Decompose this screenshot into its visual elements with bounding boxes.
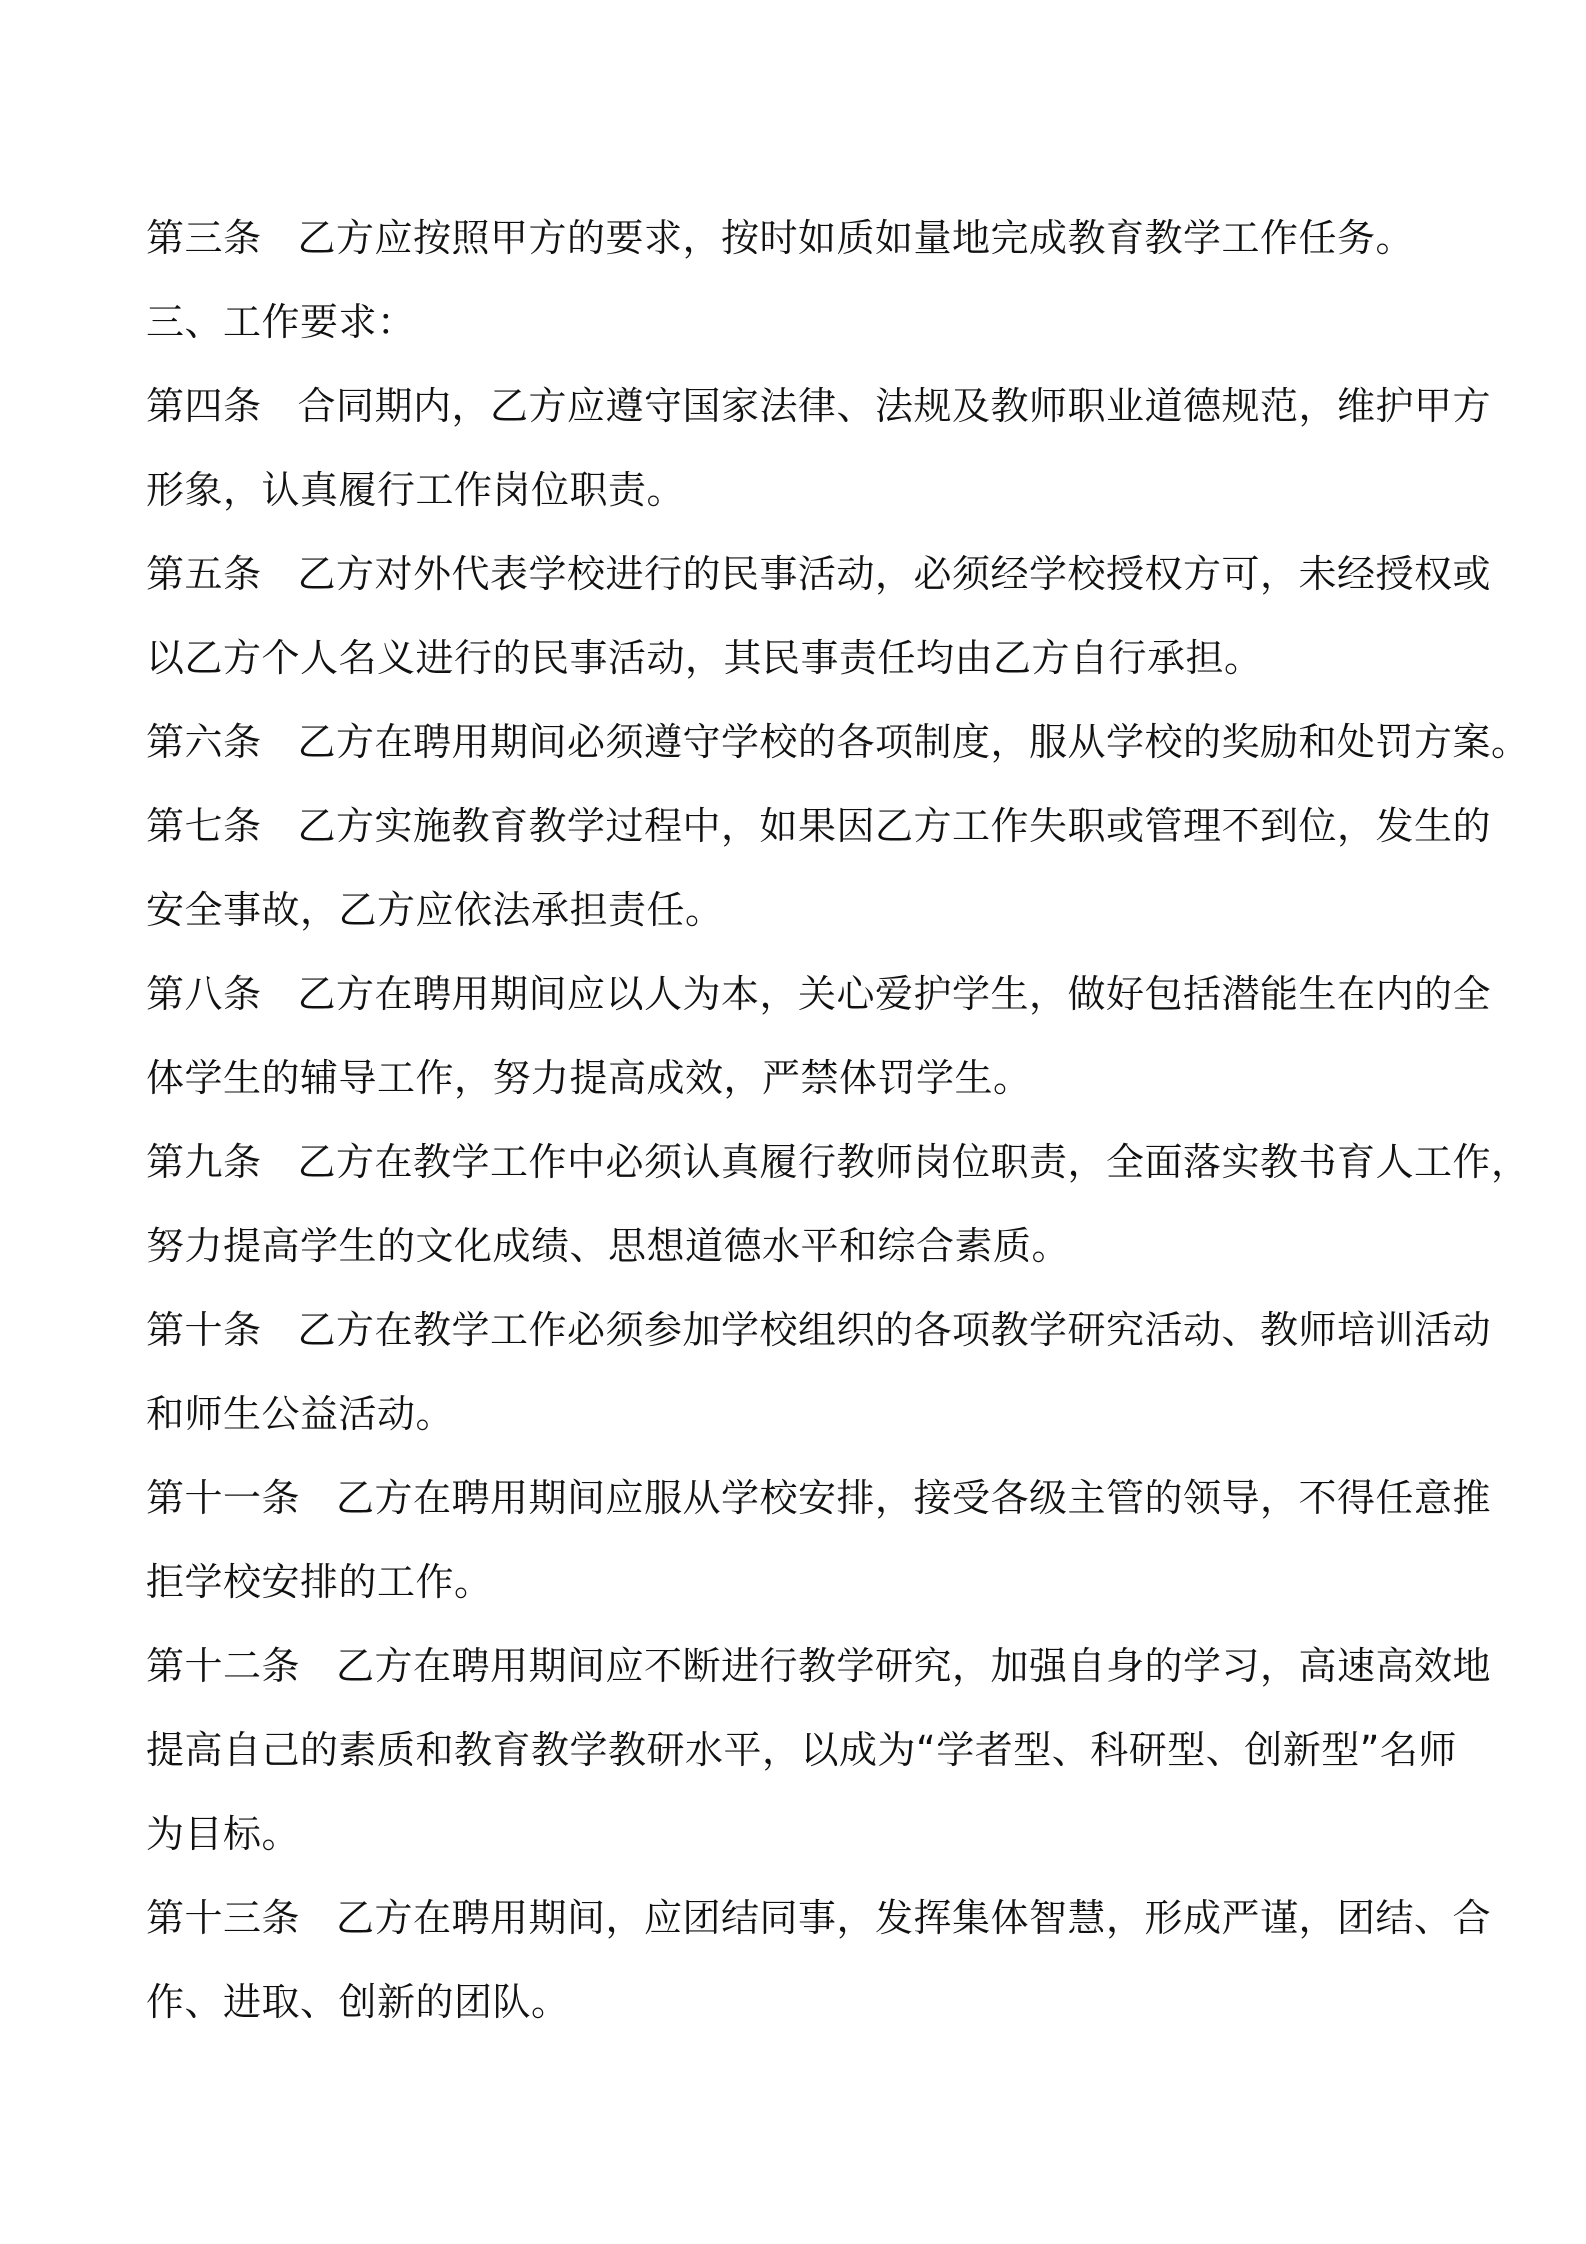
- article-13-line-2: [146, 1960, 1468, 2044]
- article-6-label: 第六条: [146, 720, 262, 764]
- article-10-text-1: 乙方在教学工作必须参加学校组织的各项教学研究活动、教师培训活动: [297, 1308, 1492, 1352]
- article-8-text-1: 乙方在聘用期间应以人为本，关心爱护学生，做好包括潜能生在内的全: [297, 972, 1492, 1016]
- article-12-line-3: [146, 1792, 1468, 1876]
- article-3-line-1: [146, 196, 1468, 280]
- article-11-line-1: [146, 1456, 1492, 1540]
- article-8-line-1: [146, 952, 1492, 1036]
- article-5-line-2: [146, 616, 1468, 700]
- article-7-line-1: [146, 784, 1492, 868]
- article-9-label: 第九条: [146, 1140, 262, 1184]
- article-10-line-2: [146, 1372, 1468, 1456]
- article-6-text: 乙方在聘用期间必须遵守学校的各项制度，服从学校的奖励和处罚方案。: [297, 720, 1530, 764]
- article-4-line-2: [146, 448, 1468, 532]
- article-5-line-1: [146, 532, 1492, 616]
- article-10-text-2: 和师生公益活动。: [146, 1392, 455, 1436]
- article-11-label: 第十一条: [146, 1476, 301, 1520]
- article-9-text-2: 努力提高学生的文化成绩、思想道德水平和综合素质。: [146, 1224, 1071, 1268]
- article-10-line-1: [146, 1288, 1492, 1372]
- article-7-label: 第七条: [146, 804, 262, 848]
- article-9-line-1: [146, 1120, 1530, 1204]
- article-12-text-3: 为目标。: [146, 1812, 301, 1856]
- article-12-line-2: [146, 1708, 1468, 1792]
- article-5-text-1: 乙方对外代表学校进行的民事活动，必须经学校授权方可，未经授权或: [297, 552, 1492, 596]
- article-12-line-1: [146, 1624, 1492, 1708]
- article-4-text-1: 合同期内，乙方应遵守国家法律、法规及教师职业道德规范，维护甲方: [297, 384, 1492, 428]
- article-13-text-2: 作、进取、创新的团队。: [146, 1980, 570, 2024]
- article-7-text-2: 安全事故，乙方应依法承担责任。: [146, 888, 724, 932]
- article-4-text-2: 形象，认真履行工作岗位职责。: [146, 468, 686, 512]
- article-6-line-1: [146, 700, 1530, 784]
- article-9-text-1: 乙方在教学工作中必须认真履行教师岗位职责，全面落实教书育人工作，: [297, 1140, 1530, 1184]
- article-5-label: 第五条: [146, 552, 262, 596]
- article-11-line-2: [146, 1540, 1468, 1624]
- article-12-label: 第十二条: [146, 1644, 301, 1688]
- article-4-line-1: [146, 364, 1492, 448]
- article-11-text-1: 乙方在聘用期间应服从学校安排，接受各级主管的领导，不得任意推: [336, 1476, 1492, 1520]
- article-8-text-2: 体学生的辅导工作，努力提高成效，严禁体罚学生。: [146, 1056, 1032, 1100]
- article-8-line-2: [146, 1036, 1468, 1120]
- article-8-label: 第八条: [146, 972, 262, 1016]
- article-11-text-2: 拒学校安排的工作。: [146, 1560, 493, 1604]
- article-13-line-1: [146, 1876, 1492, 1960]
- article-12-text-2: 提高自己的素质和教育教学教研水平，以成为“学者型、科研型、创新型”名师: [146, 1728, 1457, 1772]
- document-body: [146, 196, 1530, 2044]
- article-9-line-2: [146, 1204, 1468, 1288]
- article-7-text-1: 乙方实施教育教学过程中，如果因乙方工作失职或管理不到位，发生的: [297, 804, 1492, 848]
- article-12-text-1: 乙方在聘用期间应不断进行教学研究，加强自身的学习，高速高效地: [336, 1644, 1492, 1688]
- article-3-label: 第三条: [146, 216, 262, 260]
- section-heading-text: 三、工作要求：: [146, 300, 416, 344]
- article-13-text-1: 乙方在聘用期间，应团结同事，发挥集体智慧，形成严谨，团结、合: [336, 1896, 1492, 1940]
- article-10-label: 第十条: [146, 1308, 262, 1352]
- article-5-text-2: 以乙方个人名义进行的民事活动，其民事责任均由乙方自行承担。: [146, 636, 1263, 680]
- article-3-text: 乙方应按照甲方的要求，按时如质如量地完成教育教学工作任务。: [297, 216, 1415, 260]
- article-4-label: 第四条: [146, 384, 262, 428]
- article-13-label: 第十三条: [146, 1896, 301, 1940]
- section-heading-work-requirements: [146, 280, 1468, 364]
- article-7-line-2: [146, 868, 1468, 952]
